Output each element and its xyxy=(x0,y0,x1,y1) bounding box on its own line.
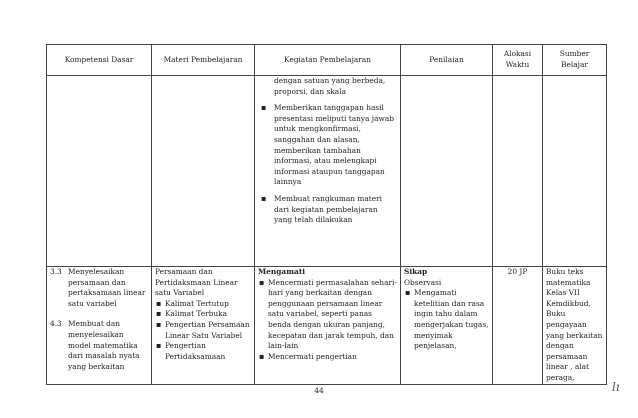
list-item: ▪ Mengamati ketelitian dan rasa ingin tahu dalam mengerjakan tugas, menyimak penjelasan, xyxy=(404,288,489,352)
header-alokasi-waktu: Alokasi Waktu xyxy=(493,45,543,76)
list-item: ▪ Mencermati permasalahan sehari-hari yang berkaitan dengan penggunaan persamaan linear satu variabel, seperti panas benda dengan ukuran panjang, kecepatan dan jarak tempuh, dan lain-lain xyxy=(258,278,397,352)
list-item: ▪ Pengertian Pertidaksamaan xyxy=(155,341,251,362)
penilaian-heading: Sikap xyxy=(404,267,428,276)
cell-kegiatan xyxy=(255,267,401,385)
header-row xyxy=(47,45,607,76)
list-item: ▪ Memberikan tanggapan hasil presentasi meliputi tanya jawab untuk mengkonfirmasi, sanggahan dan alasan, memberikan tambahan informasi, atau melengkapi informasi ataupun tanggapan lainnya xyxy=(258,103,397,188)
table-row xyxy=(47,76,607,267)
kd-text: Menyelesaikan persamaan dan pertaksamaan linear satu variabel xyxy=(68,267,146,308)
kd-text: Membuat dan menyelesaikan model matematika dari masalah nyata yang berkaitan xyxy=(68,319,140,371)
header-penilaian: Penilaian xyxy=(401,45,493,76)
kd-item xyxy=(50,267,148,309)
list-item: ▪ Pengertian Persamaan Linear Satu Variabel xyxy=(155,320,251,341)
cell-penilaian xyxy=(401,267,493,385)
kd-item xyxy=(50,319,148,372)
cell-empty xyxy=(47,76,152,267)
materi-intro: Persamaan dan Pertidaksmaan Linear satu Variabel xyxy=(155,267,238,298)
cell-kegiatan xyxy=(255,76,401,267)
cell-alokasi: 20 JP xyxy=(493,267,543,385)
cell-empty xyxy=(401,76,493,267)
header-sumber-belajar: Sumber Belajar xyxy=(543,45,607,76)
header-materi-pembelajaran: Materi Pembelajaran xyxy=(152,45,255,76)
table-row xyxy=(47,267,607,385)
list-item: dengan satuan yang berbeda, proporsi, dan skala xyxy=(274,76,386,96)
syllabus-table xyxy=(46,44,607,385)
list-item: ▪ Mencermati pengertian xyxy=(258,352,397,363)
list-item: ▪ Membuat rangkuman materi dari kegiatan pembelajaran yang telah dilakukan xyxy=(258,194,397,226)
cell-empty xyxy=(152,76,255,267)
cell-sumber: Buku teks matematika Kelas VII Kemdikbud, Buku pengayaan yang berkaitan dengan persamaan linear , alat peraga, xyxy=(543,267,607,385)
cell-empty xyxy=(543,76,607,267)
kd-number: 4.3 xyxy=(50,319,62,329)
kd-number: 3.3 xyxy=(50,267,62,276)
corner-mark: lı xyxy=(612,380,620,394)
cell-empty xyxy=(493,76,543,267)
kegiatan-heading: Mengamati xyxy=(258,267,306,276)
header-kegiatan-pembelajaran: Kegiatan Pembelajaran xyxy=(255,45,401,76)
penilaian-sub: Observasi xyxy=(404,277,442,287)
cell-materi xyxy=(152,267,255,385)
page-number: 44 xyxy=(314,386,324,395)
cell-kompetensi xyxy=(47,267,152,385)
header-kompetensi-dasar: Kompetensi Dasar xyxy=(47,45,152,76)
list-item: ▪ Kalimat Terbuka xyxy=(155,309,251,320)
list-item: ▪ Kalimat Tertutup xyxy=(155,299,251,310)
